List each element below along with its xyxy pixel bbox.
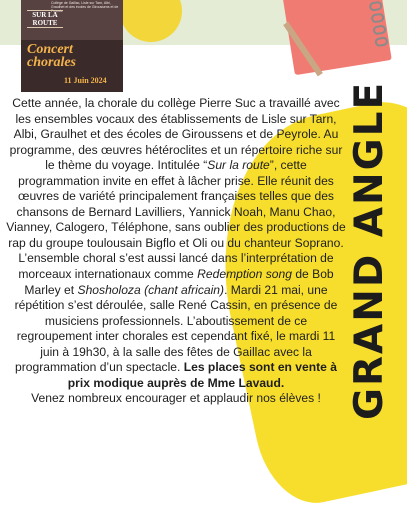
article-text: de Bob Marley et — [24, 267, 334, 297]
ring-icon — [370, 13, 384, 24]
closing-line: Venez nombreux encourager et applaudir nos élèves ! — [31, 391, 321, 406]
ticket-info: Les places sont en vente à prix modique auprès de Mme Lavaud. — [67, 360, 337, 390]
ring-icon — [372, 24, 386, 35]
article-body — [6, 96, 346, 407]
article-emphasis: Redemption song — [197, 267, 292, 282]
article-text: ”, cette programmation invite en effet à lâcher prise. Elle réunit des œuvres de variété principalement françaises telles que des chansons de Bernard Lavilliers, Yannick Noah, Manu Chao, Vianney, Calogero, Téléphone, sans oublier des productions de rap du groupe toulousain Bigflo et Oli ou du chanteur Soprano. L’ensemble choral s’est aussi lancé dans l’interprétation de morceaux internationaux comme — [6, 158, 346, 282]
poster-title: Concert chorales — [27, 42, 76, 70]
poster-date: 11 Juin 2024 — [64, 76, 107, 85]
ring-icon — [369, 1, 383, 12]
article-emphasis: Shosholoza (chant africain) — [77, 282, 225, 297]
article-emphasis: Sur la route — [207, 158, 270, 173]
ring-icon — [374, 36, 388, 47]
poster-caption: Collège de Gaillac, Lisle sur Tarn, Albi, Graulhet et des écoles de Giroussens et de Peyrole — [51, 1, 119, 13]
article-text: . Mardi 21 mai, une répétition s’est déroulée, salle René Cassin, en présence de musiciens professionnels. L’aboutissement de ce regroupement inter chorales est cependant fixé, le mardi 11 juin à 19h30, à la salle des fêtes de Gaillac avec la programmation d’un spectacle. — [14, 282, 338, 375]
article-text: Cette année, la chorale du collège Pierre Suc a travaillé avec les ensembles vocaux des établissements de Lisle sur Tarn, Albi, Graulhet et des écoles de Giroussens et de Peyrole. Au programme, des œuvres hétéroclites et un répertoire riche sur le thème du voyage. Intitulée “ — [9, 96, 343, 173]
article-paragraph — [6, 96, 346, 391]
section-title: GRAND ANGLE — [347, 80, 392, 420]
poster-route-label: SUR LA ROUTE — [27, 10, 63, 28]
concert-poster — [21, 0, 123, 92]
